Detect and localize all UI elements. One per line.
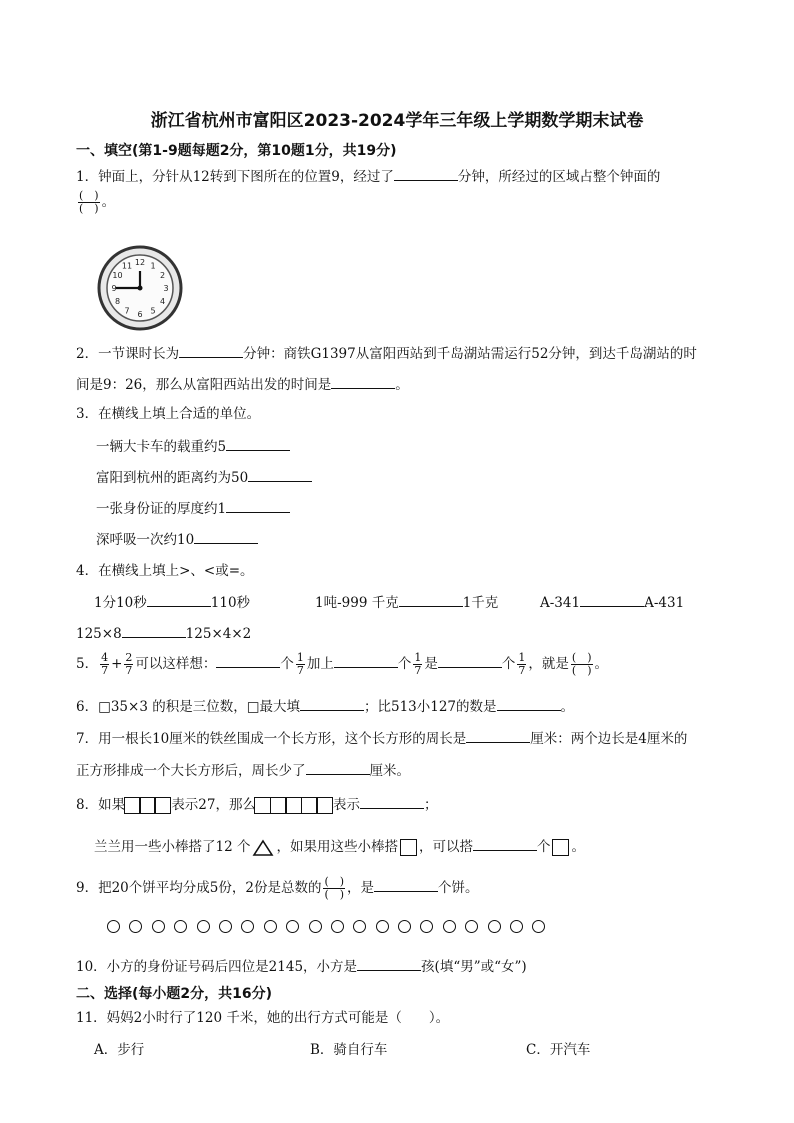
cake-circle bbox=[241, 920, 254, 933]
cake-circle bbox=[353, 920, 366, 933]
cake-circle bbox=[465, 920, 478, 933]
question-1 bbox=[76, 166, 660, 187]
cake-circle bbox=[129, 920, 142, 933]
cake-circle bbox=[219, 920, 232, 933]
question-7: 7．用一根长10厘米的铁丝围成一个长方形，这个长方形的周长是 厘米：两个边长是4厘米的 bbox=[76, 728, 687, 749]
q4-compare-b: 1吨-999 千克 1千克 bbox=[315, 592, 498, 613]
fraction: $\frac{1}{7}$ bbox=[518, 651, 526, 677]
square-icon bbox=[552, 839, 569, 856]
option-b[interactable]: B．骑自行车 bbox=[310, 1042, 388, 1058]
answer-blank[interactable] bbox=[374, 877, 438, 892]
cake-circle bbox=[398, 920, 411, 933]
cake-circle bbox=[107, 920, 120, 933]
triangle-icon bbox=[252, 839, 274, 857]
fraction-blank[interactable]: $\frac{( )}{( )}$ bbox=[79, 189, 99, 215]
fraction: $\frac{4}{7}$ bbox=[101, 651, 109, 677]
page-title: 浙江省杭州市富阳区2023-2024学年三年级上学期数学期末试卷 bbox=[150, 111, 644, 131]
cake-circle bbox=[197, 920, 210, 933]
q3-item: 富阳到杭州的距离约为50 bbox=[96, 467, 312, 488]
cake-circles bbox=[107, 918, 555, 937]
cake-circle bbox=[264, 920, 277, 933]
answer-blank[interactable] bbox=[497, 696, 561, 711]
square-icon bbox=[400, 839, 417, 856]
cake-circle bbox=[532, 920, 545, 933]
question-2-line2: 间是9：26，那么从富阳西站出发的时间是 。 bbox=[76, 374, 409, 395]
cake-circle bbox=[152, 920, 165, 933]
answer-blank[interactable] bbox=[226, 498, 290, 513]
answer-blank[interactable] bbox=[357, 956, 421, 971]
q4-compare-c: A-341 A-431 bbox=[540, 592, 684, 613]
answer-blank[interactable] bbox=[147, 592, 211, 607]
clock-number: 12 bbox=[134, 258, 146, 267]
clock-number: 2 bbox=[159, 271, 166, 280]
answer-blank[interactable] bbox=[331, 374, 395, 389]
q4-compare-d: 125×8 125×4×2 bbox=[76, 623, 251, 644]
q3-item: 深呼吸一次约10 bbox=[96, 529, 258, 550]
clock-number: 7 bbox=[124, 306, 130, 316]
cake-circle bbox=[510, 920, 523, 933]
cake-circle bbox=[420, 920, 433, 933]
answer-blank[interactable] bbox=[216, 653, 280, 668]
clock-number: 10 bbox=[112, 271, 123, 280]
cake-circle bbox=[331, 920, 344, 933]
answer-blank[interactable] bbox=[179, 343, 243, 358]
q4-compare-a: 1分10秒 110秒 bbox=[94, 592, 250, 613]
answer-blank[interactable] bbox=[306, 760, 370, 775]
clock-number: 9 bbox=[111, 284, 117, 293]
fraction-blank[interactable]: $\frac{( )}{( )}$ bbox=[571, 651, 592, 677]
option-c[interactable]: C．开汽车 bbox=[526, 1042, 591, 1058]
question-8: 8．如果 表示27，那么 表示 ； bbox=[76, 794, 438, 815]
answer-blank[interactable] bbox=[194, 529, 258, 544]
option-a[interactable]: A．步行 bbox=[94, 1042, 145, 1058]
answer-blank[interactable] bbox=[580, 592, 644, 607]
answer-blank[interactable] bbox=[438, 653, 502, 668]
answer-blank[interactable] bbox=[399, 592, 463, 607]
question-7-line2: 正方形排成一个大长方形后，周长少了 厘米。 bbox=[76, 760, 410, 781]
cake-circle bbox=[488, 920, 501, 933]
fraction-blank[interactable]: $\frac{( )}{( )}$ bbox=[324, 875, 345, 901]
q3-item: 一张身份证的厚度约1 bbox=[96, 498, 290, 519]
clock-number: 11 bbox=[121, 261, 133, 271]
q1-text-a: 1．钟面上，分针从12转到下图所在的位置9，经过了 bbox=[76, 169, 394, 185]
cake-circle bbox=[286, 920, 299, 933]
section-1-heading: 一、填空(第1-9题每题2分，第10题1分，共19分) bbox=[76, 143, 397, 159]
q1-fraction-answer: $\frac{( )}{( )}$ 。 bbox=[79, 189, 116, 215]
question-4: 4．在横线上填上>、<或=。 bbox=[76, 563, 254, 579]
fraction: $\frac{2}{7}$ bbox=[125, 651, 133, 677]
question-11: 11．妈妈2小时行了120 千米，她的出行方式可能是（ ）。 bbox=[76, 1010, 450, 1026]
answer-blank[interactable] bbox=[334, 653, 398, 668]
answer-blank[interactable] bbox=[394, 166, 458, 181]
question-6: 6．□35×3 的积是三位数，□最大填 ；比513小127的数是 。 bbox=[76, 696, 574, 717]
q3-item: 一辆大卡车的载重约5 bbox=[96, 436, 290, 457]
answer-blank[interactable] bbox=[300, 696, 364, 711]
cake-circle bbox=[443, 920, 456, 933]
fraction: $\frac{1}{7}$ bbox=[414, 651, 422, 677]
cake-circle bbox=[309, 920, 322, 933]
clock-number: 5 bbox=[150, 306, 156, 316]
fraction: $\frac{1}{7}$ bbox=[296, 651, 304, 677]
five-boxes bbox=[256, 797, 333, 813]
question-3: 3．在横线上填上合适的单位。 bbox=[76, 406, 261, 422]
answer-blank[interactable] bbox=[226, 436, 290, 451]
clock-number: 4 bbox=[159, 297, 166, 306]
question-9: 9．把20个饼平均分成5份，2份是总数的 $\frac{( )}{( )}$ ，是 个饼。 bbox=[76, 875, 479, 901]
clock-number: 8 bbox=[114, 297, 121, 306]
clock-image bbox=[96, 244, 184, 332]
answer-blank[interactable] bbox=[466, 728, 530, 743]
question-10: 10．小方的身份证号码后四位是2145，小方是 孩(填“男”或“女”) bbox=[76, 956, 527, 977]
question-8-line2: 兰兰用一些小棒搭了12 个 ，如果用这些小棒搭 ，可以搭 个 。 bbox=[94, 836, 585, 857]
three-boxes bbox=[125, 797, 171, 813]
clock-number: 1 bbox=[150, 261, 156, 271]
question-5: 5． $\frac{4}{7}$ + $\frac{2}{7}$ 可以这样想： 个 $\frac{1}{7}$ 加上 个 $\frac{1}{7}$ 是 个 $\frac{1}{7}$ ，就是 $\frac{( )}{( )}$ 。 bbox=[76, 651, 608, 677]
answer-blank[interactable] bbox=[360, 794, 424, 809]
clock-number: 3 bbox=[163, 284, 169, 293]
section-2-heading: 二、选择(每小题2分，共16分) bbox=[76, 986, 273, 1002]
answer-blank[interactable] bbox=[248, 467, 312, 482]
answer-blank[interactable] bbox=[122, 623, 186, 638]
cake-circle bbox=[376, 920, 389, 933]
answer-blank[interactable] bbox=[473, 836, 537, 851]
cake-circle bbox=[174, 920, 187, 933]
question-2: 2．一节课时长为 分钟：商铁G1397从富阳西站到千岛湖站需运行52分钟，到达千岛湖站的时 bbox=[76, 343, 697, 364]
clock-number: 6 bbox=[137, 310, 143, 319]
q1-text-b: 分钟，所经过的区域占整个钟面的 bbox=[457, 169, 661, 185]
